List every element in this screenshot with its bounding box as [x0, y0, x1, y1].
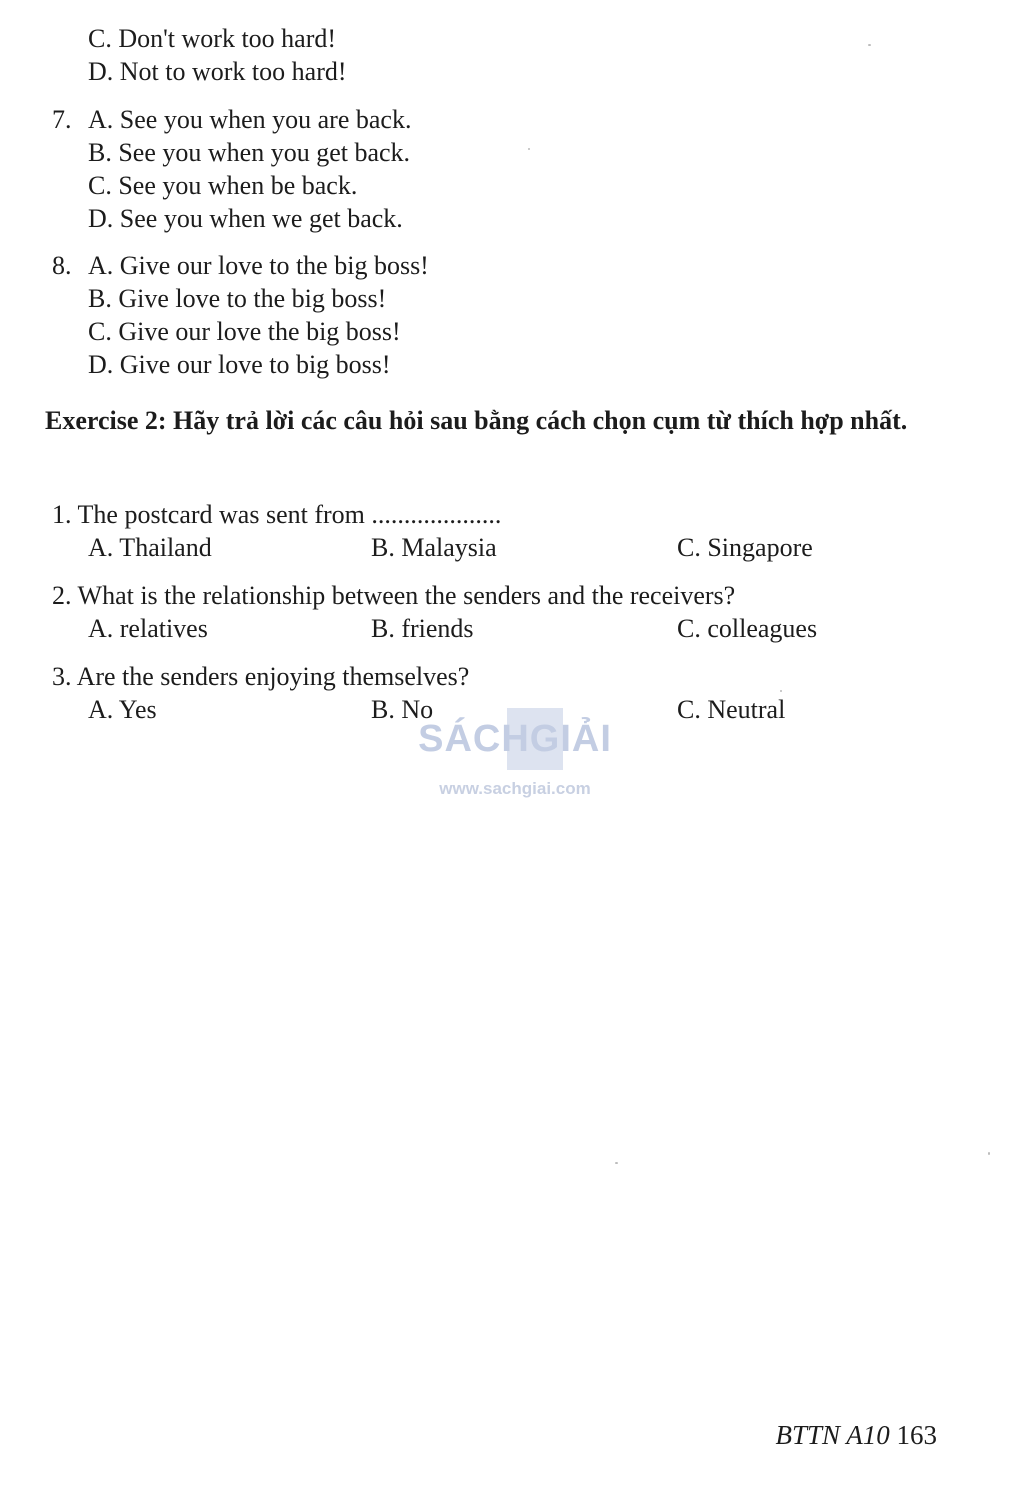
- watermark-url: www.sachgiai.com: [439, 779, 591, 798]
- ex2-q1-option-c: C. Singapore: [677, 533, 813, 562]
- ex2-question-2: 2. What is the relationship between the senders and the receivers?: [52, 581, 736, 610]
- ex2-q3-option-a: A. Yes: [88, 695, 157, 724]
- scan-speck: [868, 44, 871, 46]
- q8-number: 8.: [52, 251, 72, 280]
- q8-option-c: C. Give our love the big boss!: [88, 317, 401, 346]
- q7-option-b: B. See you when you get back.: [88, 138, 411, 167]
- scan-speck: [615, 1162, 618, 1164]
- q7-option-c: C. See you when be back.: [88, 171, 358, 200]
- ex2-q2-option-a: A. relatives: [88, 614, 208, 643]
- ex2-question-3: 3. Are the senders enjoying themselves?: [52, 662, 470, 691]
- scan-speck: [988, 1152, 990, 1155]
- watermark-brand-right: GIẢI: [529, 718, 612, 760]
- q7-number: 7.: [52, 105, 72, 134]
- q8-option-b: B. Give love to the big boss!: [88, 284, 387, 313]
- ex2-q3-option-c: C. Neutral: [677, 695, 786, 724]
- q8-option-d: D. Give our love to big boss!: [88, 350, 391, 379]
- sachgiai-watermark: [410, 706, 620, 806]
- exercise2-heading: [45, 404, 940, 438]
- footer-page-number: 163: [896, 1420, 937, 1450]
- scan-speck: [528, 148, 530, 150]
- page-footer: [775, 1418, 937, 1452]
- q8-option-a: A. Give our love to the big boss!: [88, 251, 429, 280]
- ex2-q3-option-b: B. No: [371, 695, 434, 724]
- exercise2-label: Exercise 2:: [45, 406, 167, 435]
- q6-option-c: C. Don't work too hard!: [88, 24, 337, 53]
- watermark-logo: [410, 706, 620, 772]
- ex2-q1-option-a: A. Thailand: [88, 533, 212, 562]
- watermark-brand-left: SÁCH: [418, 718, 530, 760]
- q7-option-d: D. See you when we get back.: [88, 204, 403, 233]
- scan-speck: [780, 690, 782, 692]
- footer-book-title: BTTN A10: [775, 1420, 890, 1450]
- ex2-q2-option-c: C. colleagues: [677, 614, 818, 643]
- ex2-q2-option-b: B. friends: [371, 614, 474, 643]
- q6-option-d: D. Not to work too hard!: [88, 57, 347, 86]
- exercise2-instruction: Hãy trả lời các câu hỏi sau bằng cách chọn cụm từ thích hợp nhất.: [173, 406, 908, 435]
- q7-option-a: A. See you when you are back.: [88, 105, 412, 134]
- ex2-q1-option-b: B. Malaysia: [371, 533, 497, 562]
- ex2-question-1: 1. The postcard was sent from ....................: [52, 500, 502, 529]
